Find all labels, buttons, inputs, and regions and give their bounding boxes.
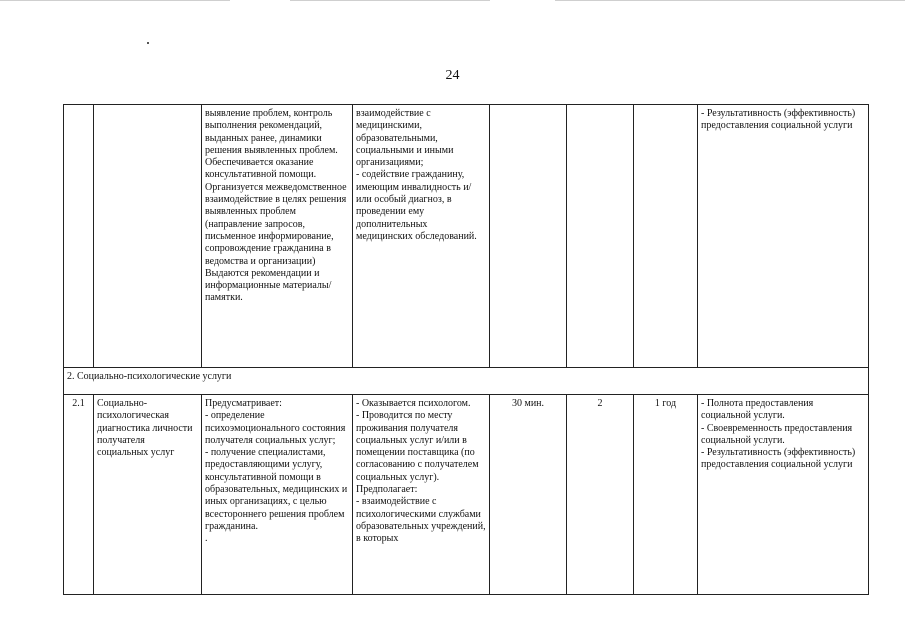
cell-number xyxy=(64,105,94,368)
cell-criteria: - Результативность (эффективность) предоставления социальной услуги xyxy=(698,105,869,368)
page-number: 24 xyxy=(445,68,460,83)
cell-duration: 30 мин. xyxy=(490,395,567,595)
scan-edge-line xyxy=(555,0,905,1)
cell-number: 2.1 xyxy=(64,395,94,595)
cell-period xyxy=(634,105,698,368)
scan-edge-line xyxy=(290,0,490,1)
section-heading: 2. Социально-психологические услуги xyxy=(64,368,869,395)
table-row xyxy=(64,395,869,595)
cell-period: 1 год xyxy=(634,395,698,595)
scan-edge-line xyxy=(0,0,230,1)
cell-conditions: - Оказывается психологом. - Проводится по месту проживания получателя социальных услуг и/или в помещении поставщика (по согласованию с получателем социальных услуг). Предполагает: - взаимодействие с психологическими службами образовательных учреждений, в которых xyxy=(353,395,490,595)
scan-speck xyxy=(147,42,149,44)
services-table xyxy=(63,104,869,595)
table-row xyxy=(64,105,869,368)
cell-service-name xyxy=(94,105,202,368)
cell-description: выявление проблем, контроль выполнения рекомендаций, выданных ранее, динамики решения выявленных проблем. Обеспечивается оказание консультативной помощи. Организуется межведомственное взаимодействие в целях решения выявленных проблем (направление запросов, письменное информирование, сопровождение гражданина в ведомства и организации) Выдаются рекомендации и информационные материалы/памятки. xyxy=(202,105,353,368)
cell-conditions: взаимодействие с медицинскими, образовательными, социальными и иными организациями; - содействие гражданину, имеющим инвалидность и/или особый диагноз, в проведении ему дополнительных медицинских обследований. xyxy=(353,105,490,368)
cell-criteria: - Полнота предоставления социальной услуги. - Своевременность предоставления социальной услуги. - Результативность (эффективность) предоставления социальной услуги xyxy=(698,395,869,595)
cell-description: Предусматривает: - определение психоэмоционального состояния получателя социальных услуг; - получение специалистами, предоставляющими услугу, консультативной помощи в образовательных, медицинских и иных организациях, с целью всестороннего решения проблем гражданина. . xyxy=(202,395,353,595)
cell-volume xyxy=(567,105,634,368)
cell-duration xyxy=(490,105,567,368)
cell-volume: 2 xyxy=(567,395,634,595)
section-row xyxy=(64,368,869,395)
cell-service-name: Социально-психологическая диагностика личности получателя социальных услуг xyxy=(94,395,202,595)
